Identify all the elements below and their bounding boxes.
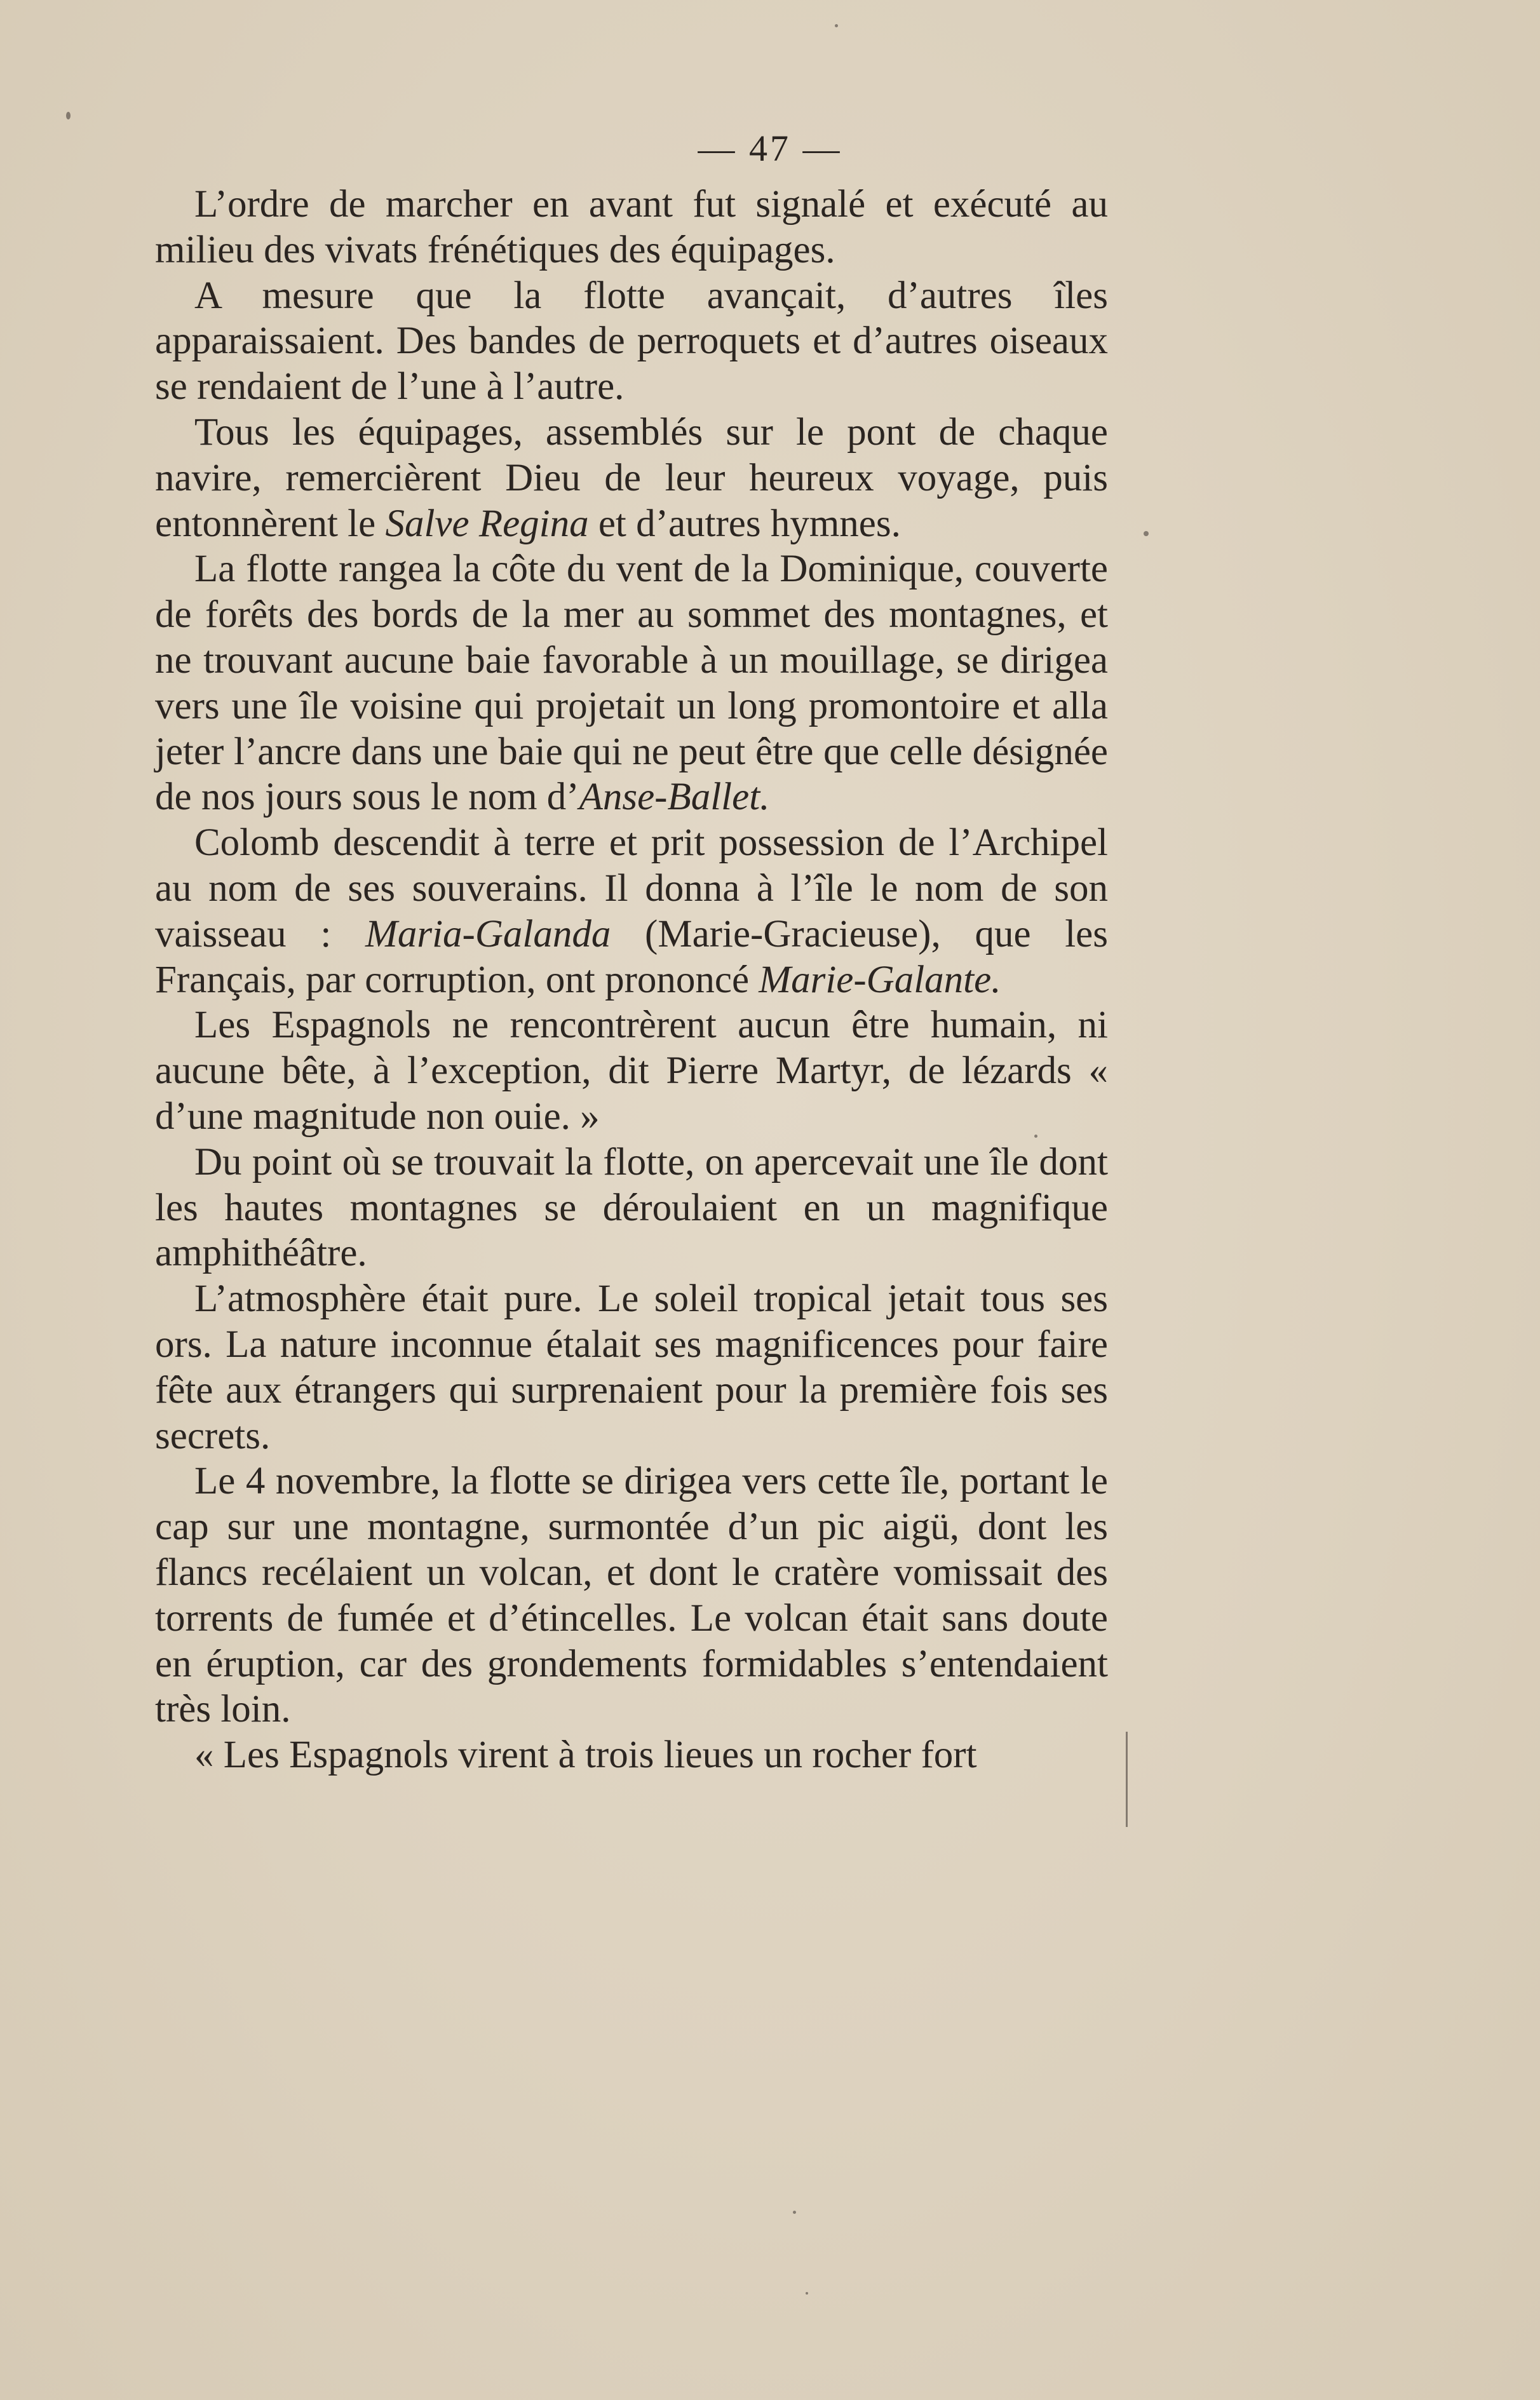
italic-place-marie-galante: Marie-Galante. — [759, 958, 1001, 1001]
paragraph-8-text: L’atmosphère était pure. Le soleil tropical jetait tous ses ors. La nature inconnue étalait ses magnificences pour faire fête aux étrangers qui surprenaient pour la première fois ses secrets. — [155, 1278, 1108, 1457]
paragraph-6 — [155, 1002, 1108, 1139]
paragraph-4-text: La flotte rangea la côte du vent de la Dominique, couverte de forêts des bords de la mer au sommet des montagnes, et ne trouvant aucune baie favorable à un mouillage, se dirigea vers une île voisine qui projetait un long promontoire et alla jeter l’ancre dans une baie qui ne peut être que celle désignée de nos jours sous le nom d’ — [155, 548, 1108, 819]
paragraph-2 — [155, 273, 1108, 410]
paragraph-9 — [155, 1459, 1108, 1732]
paragraph-7-text: Du point où se trouvait la flotte, on apercevait une île dont les hautes montagnes se déroulaient en un magnifique amphithéâtre. — [155, 1140, 1108, 1275]
paragraph-6-text: Les Espagnols ne rencontrèrent aucun être humain, ni aucune bête, à l’exception, dit Pierre Martyr, de lézards « d’une magnitude non ouie. » — [155, 1004, 1108, 1138]
body-text — [155, 182, 1108, 1778]
italic-place-anse-ballet: Anse-Ballet. — [579, 776, 770, 819]
paper-speck — [1034, 1135, 1037, 1138]
paragraph-8 — [155, 1276, 1108, 1459]
paragraph-5 — [155, 820, 1108, 1002]
paragraph-4 — [155, 546, 1108, 820]
paragraph-9-text: Le 4 novembre, la flotte se dirigea vers cette île, portant le cap sur une montagne, surmontée d’un pic aigü, dont les flancs recélaient un volcan, et dont le cratère vomissait des torrents de fumée et d’étincelles. Le volcan était sans doute en éruption, car des grondements formidables s’entendaient très loin. — [155, 1460, 1108, 1731]
paragraph-2-text: A mesure que la flotte avançait, d’autres îles apparaissaient. Des bandes de perroquets et d’autres oiseaux se rendaient de l’une à l’autre. — [155, 274, 1108, 408]
paragraph-3-text-end: et d’autres hymnes. — [588, 502, 901, 545]
italic-ship-maria-galanda: Maria-Galanda — [365, 912, 611, 955]
paragraph-5-text: Colomb descendit à terre et prit possession de l’Archipel au nom de ses souverains. Il donna à l’île le nom de son vaisseau : — [155, 821, 1108, 955]
paragraph-1 — [155, 182, 1108, 273]
paper-speck — [1144, 531, 1149, 536]
paragraph-5-text-middle: (Marie-Gracieuse), que les Français, par corruption, ont prononcé — [155, 912, 1108, 1001]
paper-speck — [66, 112, 71, 119]
paragraph-1-text: L’ordre de marcher en avant fut signalé et exécuté au milieu des vivats frénétiques des équipages. — [155, 183, 1108, 271]
paper-speck — [793, 2211, 796, 2214]
page-number: — 47 — — [698, 128, 842, 169]
paper-speck — [835, 24, 838, 27]
italic-title-salve-regina: Salve Regina — [385, 502, 589, 545]
paragraph-10 — [155, 1732, 1108, 1778]
margin-mark — [1126, 1732, 1128, 1827]
paragraph-3-text: Tous les équipages, assemblés sur le pont de chaque navire, remercièrent Dieu de leur heureux voyage, puis entonnèrent le — [155, 410, 1108, 545]
paragraph-10-text: « Les Espagnols virent à trois lieues un rocher fort — [194, 1734, 977, 1777]
paragraph-3 — [155, 410, 1108, 546]
paper-speck — [806, 2292, 808, 2295]
paragraph-7 — [155, 1140, 1108, 1276]
